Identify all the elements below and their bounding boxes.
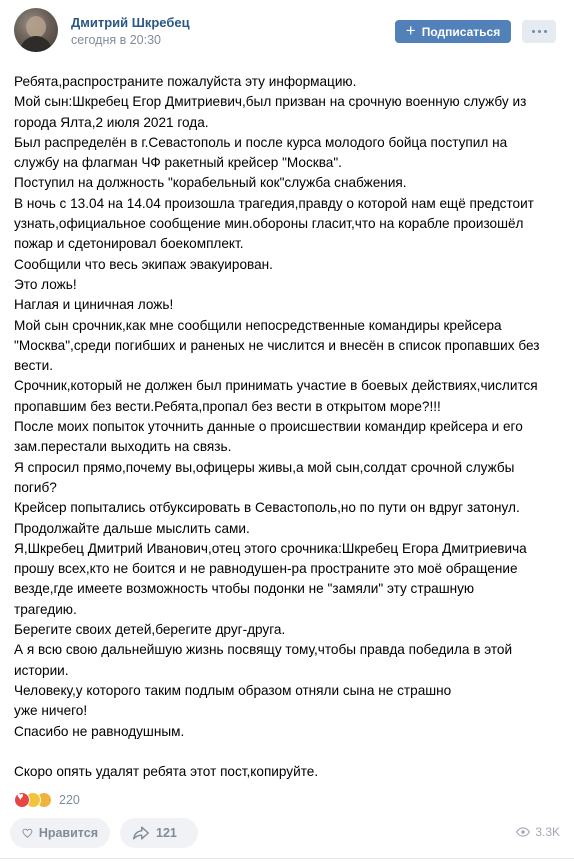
views-count: 3.3K xyxy=(535,825,560,839)
reactions-count: 220 xyxy=(59,793,80,807)
post-paragraph: После моих попыток уточнить данные о происшествии командир крейсера и его зам.перестали выходить на связь. xyxy=(14,419,523,455)
post-paragraph: Скоро опять удалят ребята этот пост,копируйте. xyxy=(14,764,319,780)
share-icon xyxy=(132,825,150,841)
avatar[interactable] xyxy=(14,8,58,52)
post-paragraph: Мой сын:Шкребец Егор Дмитриевич,был призван на срочную военную службу из города Ялта,2 июля 2021 года. xyxy=(14,94,527,130)
more-dot-icon xyxy=(532,30,535,33)
post-paragraph: Был распределён в г.Севастополь и после курса молодого бойца поступил на службу на флагман ЧФ ракетный крейсер "Москва". xyxy=(14,134,508,171)
avatar-body xyxy=(20,36,52,52)
post-paragraph: Я спросил прямо,почему вы,офицеры живы,а мой сын,солдат срочной службы погиб? xyxy=(14,459,515,495)
post-paragraph: Берегите своих детей,берегите друг-друга. xyxy=(14,622,286,638)
avatar-face xyxy=(26,16,46,38)
post-paragraph: Человеку,у которого таким подлым образом отняли сына не страшно уже ничего! xyxy=(14,682,452,719)
post-paragraph: Срочник,который не должен был принимать участие в боевых действиях,числится пропавшим без вести.Ребята,пропал без вести в открытом море?!!! xyxy=(14,378,538,414)
more-options-button[interactable] xyxy=(522,20,556,43)
like-button[interactable] xyxy=(10,818,110,848)
post-paragraph: Спасибо не равнодушным. xyxy=(14,723,185,739)
post-actions xyxy=(10,818,564,848)
like-label: Нравится xyxy=(38,826,98,840)
more-dot-icon xyxy=(538,30,541,33)
eye-icon xyxy=(516,827,530,837)
subscribe-button[interactable] xyxy=(395,20,511,43)
heart-reaction-icon xyxy=(14,792,30,808)
post-time[interactable]: сегодня в 20:30 xyxy=(71,33,161,47)
divider xyxy=(0,858,574,859)
views xyxy=(516,825,560,839)
share-count: 121 xyxy=(156,826,177,840)
post-paragraph: Я,Шкребец Дмитрий Иванович,отец этого срочника:Шкребец Егора Дмитриевича прошу всех,кто не боится и не равнодушен-ра пространите это моё обращение везде,где имеете возможность чтобы подонки не "замяли" эту страшную трагедию. xyxy=(14,540,527,617)
post-text xyxy=(14,72,562,782)
post-paragraph: Наглая и циничная ложь! xyxy=(14,297,174,313)
post-header xyxy=(0,0,574,60)
author-name[interactable]: Дмитрий Шкребец xyxy=(71,15,190,30)
post-paragraph: В ночь с 13.04 на 14.04 произошла трагедия,правду о которой нам ещё предстоит узнать,официальное сообщение мин.обороны гласит,что на корабле произошёл пожар и сдетонировал боекомплект. xyxy=(14,195,534,252)
subscribe-label: Подписаться xyxy=(421,24,501,39)
heart-icon xyxy=(22,825,33,841)
post-paragraph: Это ложь! xyxy=(14,276,77,292)
post-paragraph: Мой сын срочник,как мне сообщили непосредственные командиры крейсера "Москва",среди погибших и раненых не числится и внесён в список пропавших без вести. xyxy=(14,317,540,374)
share-button[interactable] xyxy=(120,818,198,848)
post-paragraph: Крейсер попытались отбуксировать в Севастополь,но по пути он вдруг затонул. xyxy=(14,500,520,516)
post-paragraph: Сообщили что весь экипаж эвакуирован. xyxy=(14,256,273,272)
post-paragraph: Поступил на должность "корабельный кок"служба снабжения. xyxy=(14,175,407,191)
post-paragraph: А я всю свою дальнейшую жизнь посвящу тому,чтобы правда победила в этой истории. xyxy=(14,642,513,678)
post-paragraph xyxy=(14,742,562,762)
post-paragraph: Продолжайте дальше мыслить сами. xyxy=(14,520,250,536)
more-dot-icon xyxy=(544,30,547,33)
plus-icon: + xyxy=(405,21,416,40)
reactions[interactable] xyxy=(14,791,80,809)
post-paragraph: Ребята,распространите пожалуйста эту информацию. xyxy=(14,74,357,89)
